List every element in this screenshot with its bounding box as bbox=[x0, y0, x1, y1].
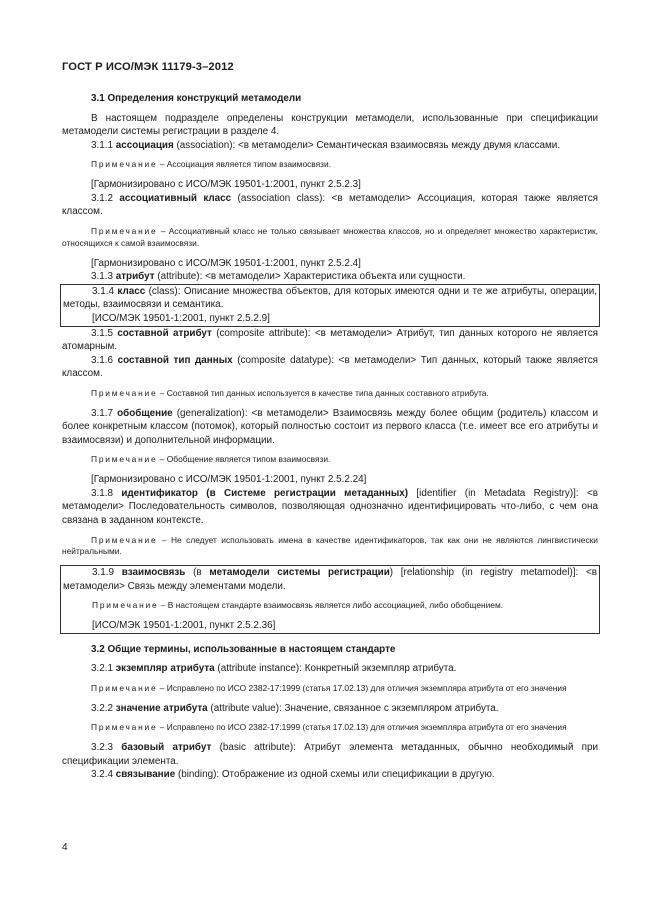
term-3-1-9: 3.1.9 взаимосвязь (в метамодели системы регистрации) [relationship (in registry metamodel)]: <в метамодели> Связь между элементами модели. bbox=[63, 567, 597, 592]
reference-3-1-9: [ИСО/МЭК 19501-1:2001, пункт 2.5.2.36] bbox=[92, 620, 276, 632]
term-3-1-1: 3.1.1 ассоциация (association): <в метамодели> Семантическая взаимосвязь между двумя классами. bbox=[91, 139, 561, 151]
term-3-1-6: 3.1.6 составной тип данных (composite datatype): <в метамодели> Тип данных, который также является классом. bbox=[62, 354, 598, 380]
term-3-1-5: 3.1.5 составной атрибут (composite attribute): <в метамодели> Атрибут, тип данных которого не является атомарным. bbox=[62, 327, 598, 353]
term-3-1-9-box bbox=[60, 565, 600, 634]
note-3-1-8: Примечание – Не следует использовать имена в качестве идентификаторов, так как они не являются лингвистически нейтральными. bbox=[62, 534, 598, 557]
term-3-2-3: 3.2.3 базовый атрибут (basic attribute): Атрибут элемента метаданных, обычно необходимый при спецификации элемента. bbox=[62, 742, 598, 767]
term-3-1-7: 3.1.7 обобщение (generalization): <в метамодели> Взаимосвязь между более общим (родитель) классом и более конкретным классом (потомок), который полностью состоит из первого класса (т.е. имеет все его атрибуты и взаимосвязи) и дополнительной информации. bbox=[62, 407, 598, 446]
note-3-1-9: Примечание – В настоящем стандарте взаимосвязь является либо ассоциацией, либо обобщением. bbox=[92, 600, 504, 611]
section-intro: В настоящем подразделе определены конструкции метамодели, использованные при спецификации метамодели системы регистрации в разделе 4. bbox=[62, 112, 598, 138]
harmonized-3-1-1: [Гармонизировано с ИСО/МЭК 19501-1:2001, пункт 2.5.2.3] bbox=[91, 179, 361, 191]
term-3-2-4: 3.2.4 связывание (binding): Отображение из одной схемы или спецификации в другую. bbox=[91, 769, 495, 781]
document-header: ГОСТ Р ИСО/МЭК 11179-3–2012 bbox=[62, 61, 234, 73]
note-3-1-7: Примечание – Обобщение является типом взаимосвязи. bbox=[91, 454, 331, 465]
term-3-2-2: 3.2.2 значение атрибута (attribute value): Значение, связанное с экземпляром атрибута. bbox=[91, 702, 499, 714]
term-3-2-1: 3.2.1 экземпляр атрибута (attribute instance): Конкретный экземпляр атрибута. bbox=[91, 663, 457, 675]
note-3-1-2: Примечание – Ассоциативный класс не только связывает множества классов, но и определяет множество характеристик, относящихся к самой взаимосвязи. bbox=[62, 225, 598, 248]
note-3-1-6: Примечание – Составной тип данных используется в качестве типа данных составного атрибута. bbox=[91, 387, 489, 398]
term-3-1-4-box bbox=[60, 284, 600, 327]
section-3-1-title: 3.1 Определения конструкций метамодели bbox=[91, 93, 302, 104]
page-number: 4 bbox=[62, 842, 68, 853]
term-3-1-3: 3.1.3 атрибут (attribute): <в метамодели> Характеристика объекта или сущности. bbox=[91, 271, 466, 283]
note-3-1-1: Примечание – Ассоциация является типом взаимосвязи. bbox=[91, 159, 332, 170]
term-3-1-4: 3.1.4 класс (class): Описание множества объектов, для которых имеются одни и те же атрибуты, операции, методы, взаимосвязи и семантика. bbox=[63, 285, 597, 311]
section-3-2-title: 3.2 Общие термины, использованные в настоящем стандарте bbox=[91, 643, 396, 655]
term-3-1-8: 3.1.8 идентификатор (в Системе регистрации метаданных) [identifier (in Metadata Registry)]: <в метамодели> Последовательность символов, позволяющая однозначно идентифицировать что-либо, с чем она связана в заданном контексте. bbox=[62, 487, 598, 527]
reference-3-1-4: [ИСО/МЭК 19501-1:2001, пункт 2.5.2.9] bbox=[92, 312, 270, 324]
page-body bbox=[62, 92, 598, 782]
term-3-1-2: 3.1.2 ассоциативный класс (association class): <в метамодели> Ассоциация, которая также является классом. bbox=[62, 192, 598, 218]
note-3-2-1: Примечание – Исправлено по ИСО 2382-17:1999 (статья 17.02.13) для отличия экземпляра атрибута от его значения bbox=[91, 683, 567, 693]
note-3-2-2: Примечание – Исправлено по ИСО 2382-17:1999 (статья 17.02.13) для отличия экземпляра атрибута от его значения bbox=[91, 722, 567, 733]
harmonized-3-1-7: [Гармонизировано с ИСО/МЭК 19501-1:2001, пункт 2.5.2.24] bbox=[91, 474, 367, 486]
harmonized-3-1-2: [Гармонизировано с ИСО/МЭК 19501-1:2001, пункт 2.5.2.4] bbox=[91, 257, 361, 269]
